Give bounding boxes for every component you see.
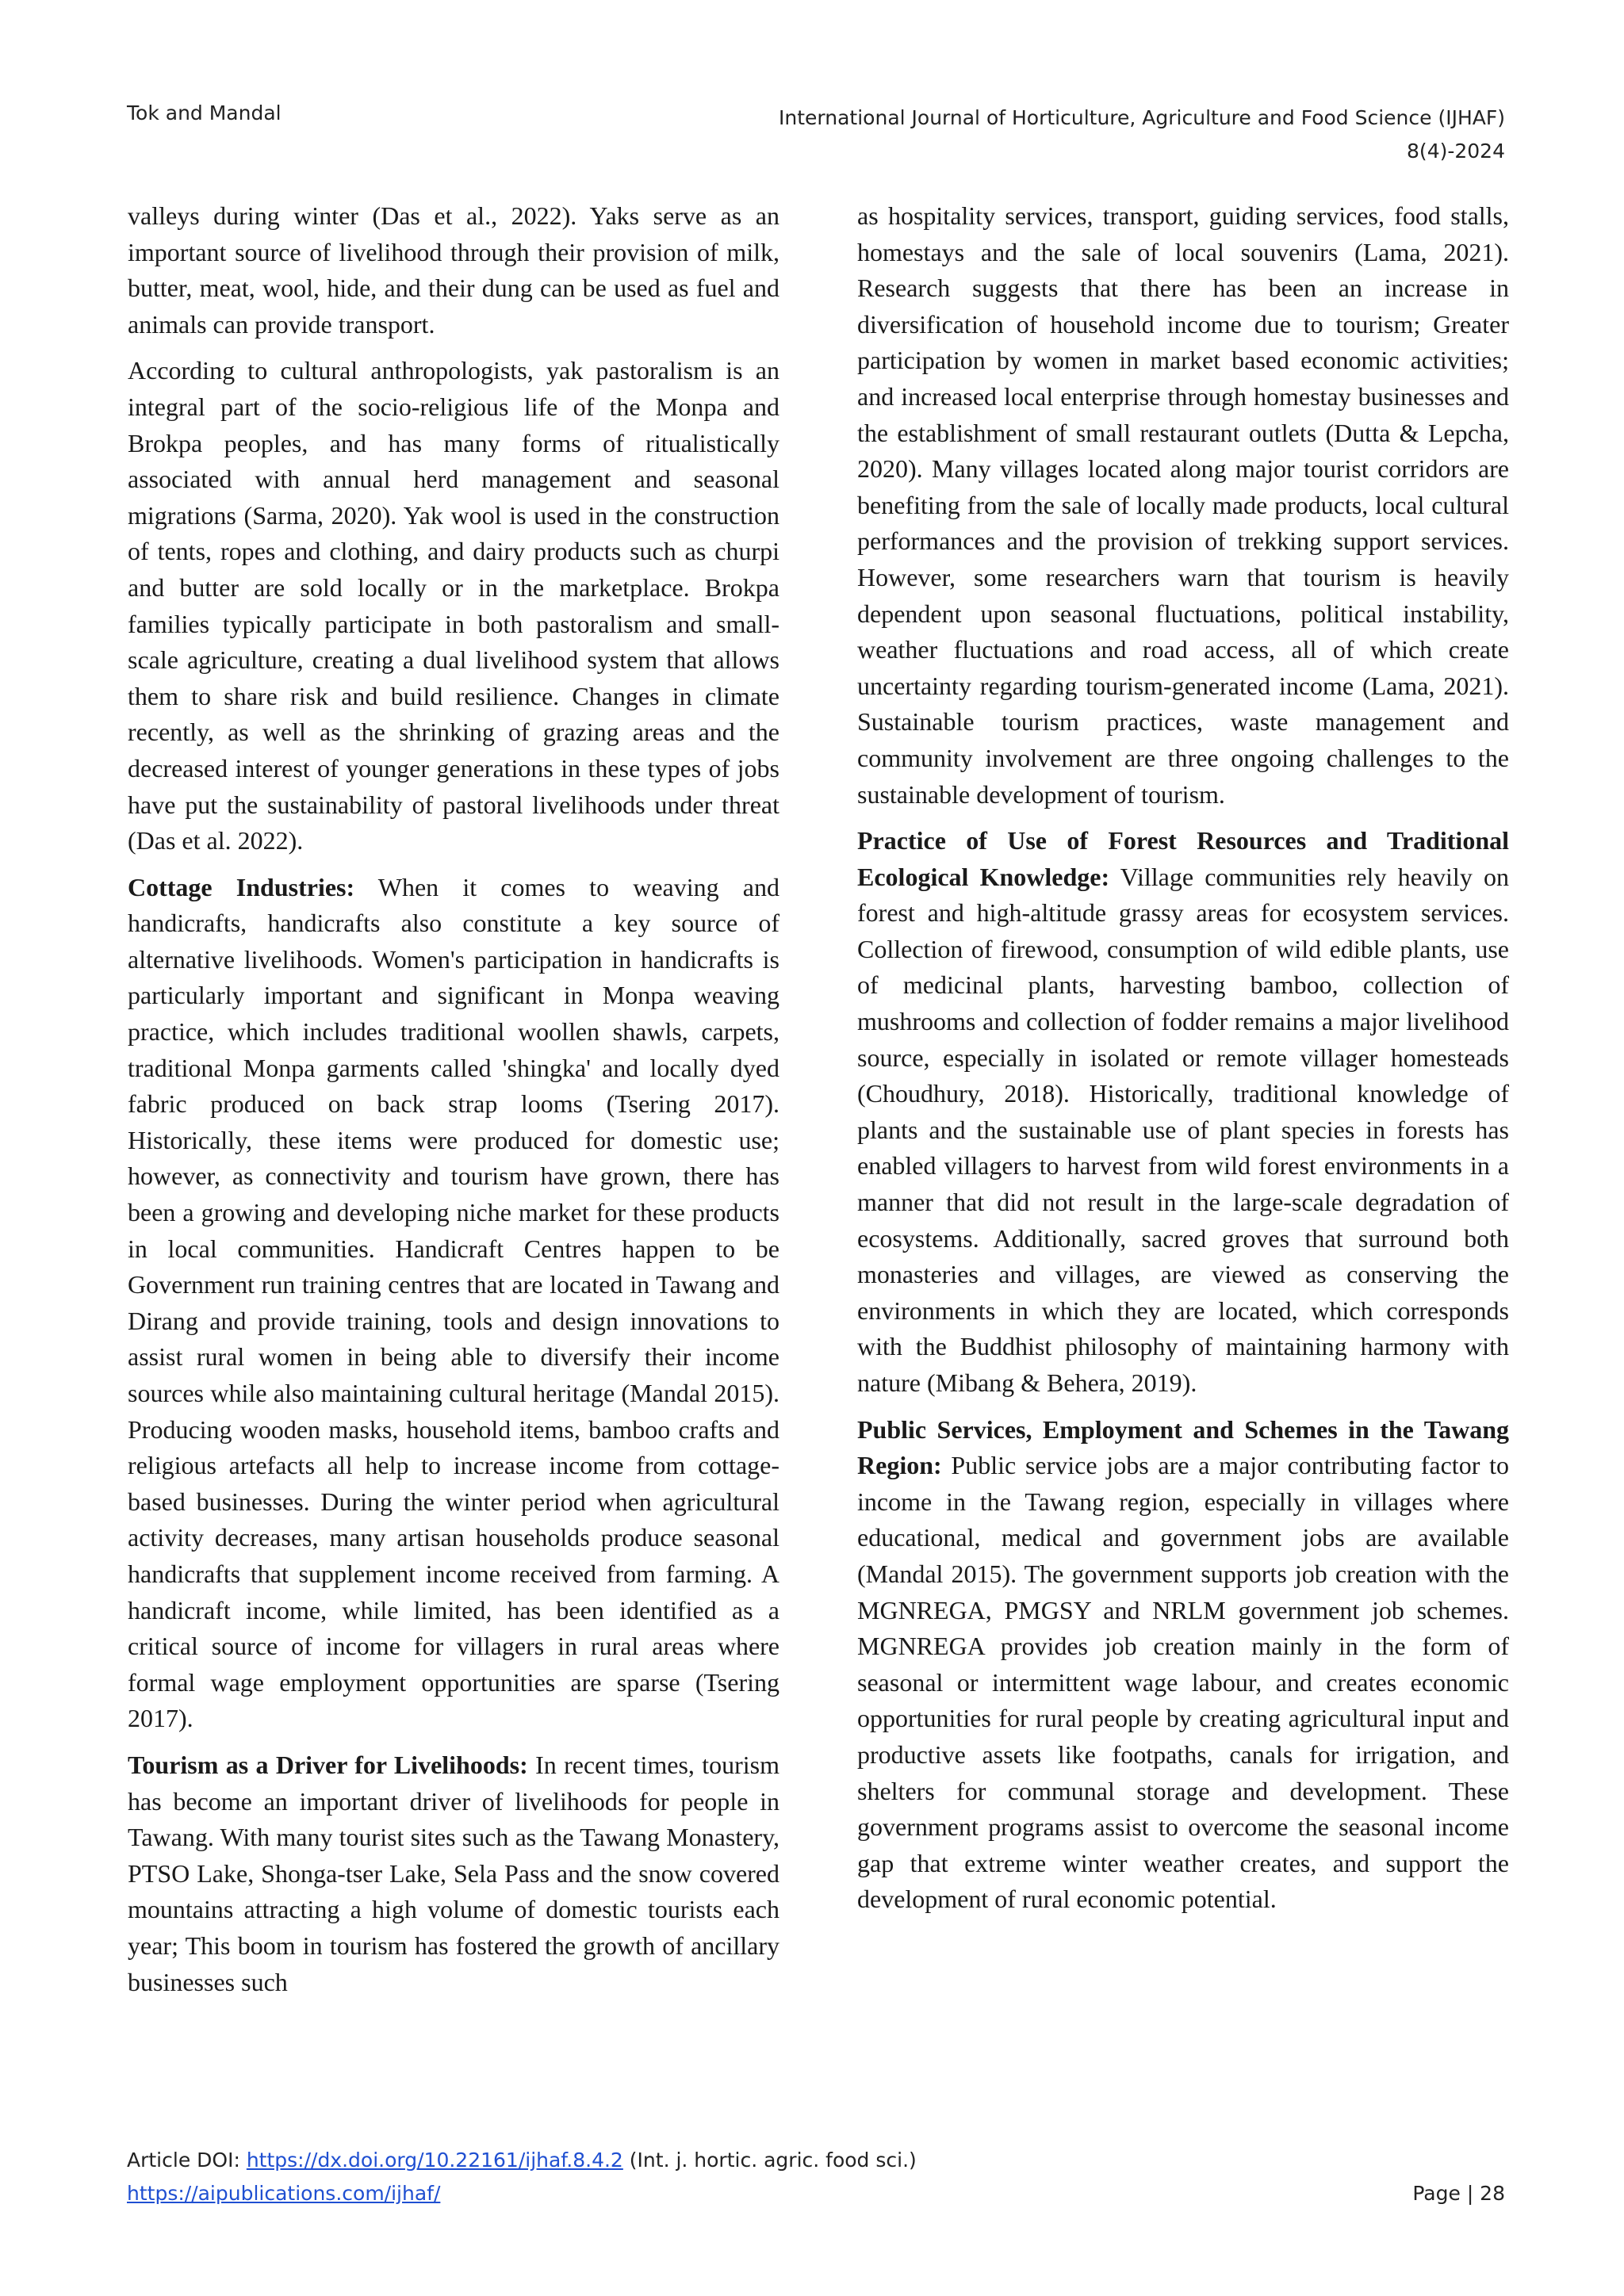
running-head-authors: Tok and Mandal xyxy=(127,101,282,124)
paragraph-heading: Tourism as a Driver for Livelihoods: xyxy=(128,1750,528,1779)
page-number: Page | 28 xyxy=(1412,2182,1505,2205)
running-head-journal xyxy=(553,101,1505,168)
doi-prefix: Article DOI: xyxy=(127,2149,247,2172)
paragraph-heading: Public Services, Employment and Schemes in the Tawang Region: xyxy=(857,1414,1509,1480)
right-column xyxy=(857,198,1509,1928)
paragraph-heading: Cottage Industries: xyxy=(128,872,355,901)
paragraph-text: In recent times, tourism has become an important driver of livelihoods for people in Tawang. With many tourist sites such as the Tawang Monastery, PTSO Lake, Shonga-tser Lake, Sela Pass and the snow covered mountains attracting a high volume of domestic tourists each year; This boom in tourism has fostered the growth of ancillary businesses such xyxy=(128,1750,780,1996)
left-column xyxy=(128,198,779,2011)
paragraph-text: When it comes to weaving and handicrafts, handicrafts also constitute a key source of alternative livelihoods. Women's participation in handicrafts is particularly important and significant in Monpa weaving practice, which includes traditional woollen shawls, carpets, traditional Monpa garments called 'shingka' and locally dyed fabric produced on back strap looms (Tsering 2017). Historically, these items were produced for domestic use; however, as connectivity and tourism have grown, there has been a growing and developing niche market for these products in local communities. Handicraft Centres happen to be Government run training centres that are located in Tawang and Dirang and provide training, tools and design innovations to assist rural women in being able to diversify their income sources while also maintaining cultural heritage (Mandal 2015). Producing wooden masks, household items, bamboo crafts and religious artefacts all help to increase income from cottage-based businesses. During the winter period when agricultural activity decreases, many artisan households produce seasonal handicrafts that supplement income received from farming. A handicraft income, while limited, has been identified as a critical source of income for villagers in rural areas where formal wage employment opportunities are sparse (Tsering 2017). xyxy=(128,872,780,1733)
article-doi xyxy=(127,2149,917,2172)
paragraph xyxy=(857,198,1509,813)
journal-title: International Journal of Horticulture, Agriculture and Food Science (IJHAF) xyxy=(779,106,1505,129)
paragraph-text: Public service jobs are a major contributing factor to income in the Tawang region, especially in villages where educational, medical and government jobs are available (Mandal 2015). The government supports job creation with the MGNREGA, PMGSY and NRLM government job schemes. MGNREGA provides job creation mainly in the form of seasonal or intermittent wage labour, and creates economic opportunities for rural people by creating agricultural input and productive assets like footpaths, canals for irrigation, and shelters for communal storage and development. These government programs assist to overcome the seasonal income gap that extreme winter weather creates, and support the development of rural economic potential. xyxy=(857,1451,1509,1914)
paragraph xyxy=(857,823,1509,1402)
paragraph xyxy=(128,353,779,859)
doi-suffix: (Int. j. hortic. agric. food sci.) xyxy=(622,2149,917,2172)
journal-site-link[interactable]: https://aipublications.com/ijhaf/ xyxy=(127,2182,441,2205)
paragraph-heading: Practice of Use of Forest Resources and Traditional Ecological Knowledge: xyxy=(857,826,1509,891)
journal-url xyxy=(127,2182,440,2205)
paragraph xyxy=(128,1747,779,2000)
paragraph-text: valleys during winter (Das et al., 2022). Yaks serve as an important source of livelihood through their provision of milk, butter, meat, wool, hide, and their dung can be used as fuel and animals can provide transport. xyxy=(128,201,779,339)
paragraph-text: as hospitality services, transport, guiding services, food stalls, homestays and the sale of local souvenirs (Lama, 2021). Research suggests that there has been an increase in diversification of household income due to tourism; Greater participation by women in market based economic activities; and increased local enterprise through homestay businesses and the establishment of small restaurant outlets (Dutta & Lepcha, 2020). Many villages located along major tourist corridors are benefiting from the sale of locally made products, local cultural performances and the provision of trekking support services. However, some researchers warn that tourism is heavily dependent upon seasonal fluctuations, political instability, weather fluctuations and road access, all of which create uncertainty regarding tourism-generated income (Lama, 2021). Sustainable tourism practices, waste management and community involvement are three ongoing challenges to the sustainable development of tourism. xyxy=(857,201,1509,809)
doi-link[interactable]: https://dx.doi.org/10.22161/ijhaf.8.4.2 xyxy=(246,2149,623,2172)
paragraph xyxy=(128,198,779,342)
paragraph-text: According to cultural anthropologists, yak pastoralism is an integral part of the socio-religious life of the Monpa and Brokpa peoples, and has many forms of ritualistically associated with annual herd management and seasonal migrations (Sarma, 2020). Yak wool is used in the construction of tents, ropes and clothing, and dairy products such as churpi and butter are sold locally or in the marketplace. Brokpa families typically participate in both pastoralism and small-scale agriculture, creating a dual livelihood system that allows them to share risk and build resilience. Changes in climate recently, as well as the shrinking of grazing areas and the decreased interest of younger generations in these types of jobs have put the sustainability of pastoral livelihoods under threat (Das et al. 2022). xyxy=(128,356,779,855)
journal-issue: 8(4)-2024 xyxy=(1407,140,1505,163)
paragraph xyxy=(857,1412,1509,1918)
paragraph-text: Village communities rely heavily on forest and high-altitude grassy areas for ecosystem services. Collection of firewood, consumption of wild edible plants, use of medicinal plants, harvesting bamboo, collection of mushrooms and collection of fodder remains a major livelihood source, especially in isolated or remote villager homesteads (Choudhury, 2018). Historically, traditional knowledge of plants and the sustainable use of plant species in forests has enabled villagers to harvest from wild forest environments in a manner that did not result in the large-scale degradation of ecosystems. Additionally, sacred groves that surround both monasteries and villages, are viewed as conserving the environments in which they are located, which corresponds with the Buddhist philosophy of maintaining harmony with nature (Mibang & Behera, 2019). xyxy=(857,862,1510,1397)
paragraph xyxy=(128,870,779,1737)
